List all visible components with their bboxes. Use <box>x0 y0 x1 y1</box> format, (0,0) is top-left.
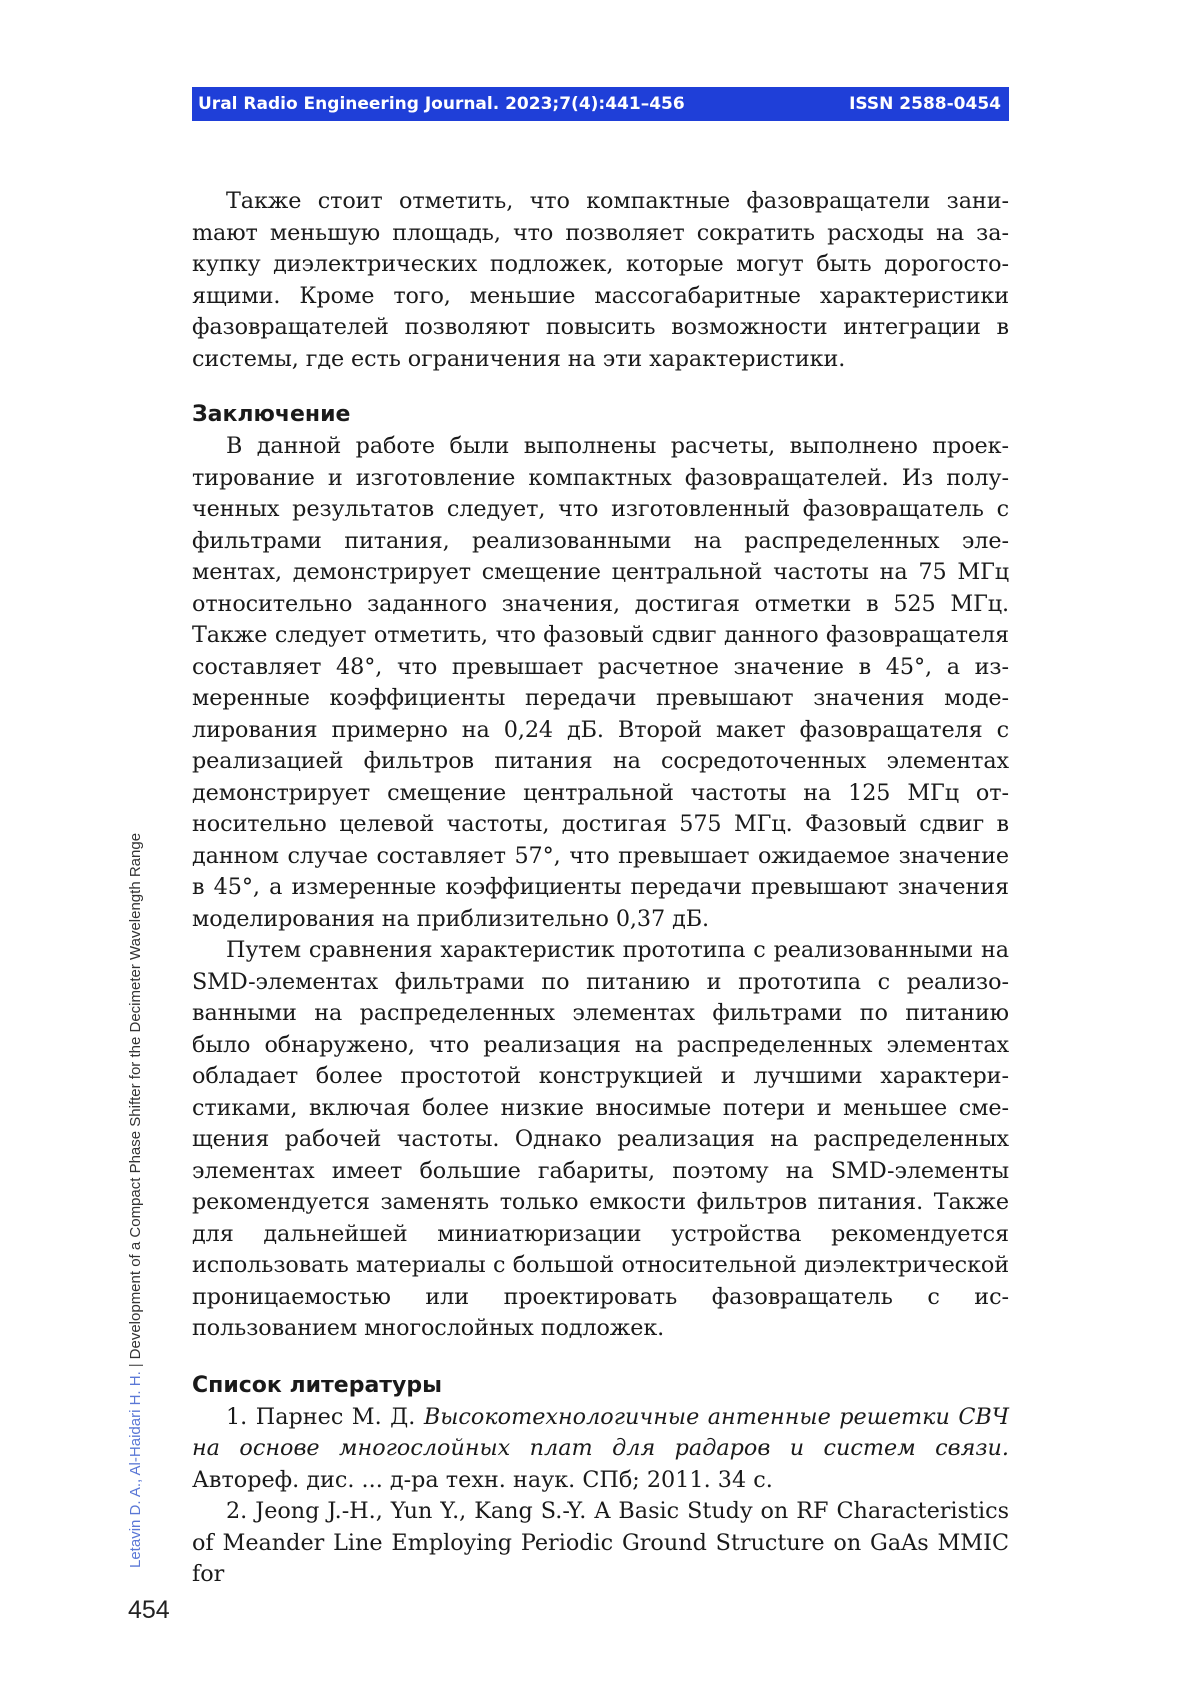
reference-item <box>192 1496 1009 1591</box>
page-number: 454 <box>128 1596 170 1625</box>
journal-citation: Ural Radio Engineering Journal. 2023;7(4):441–456 <box>198 94 685 114</box>
side-article-title: Development of a Compact Phase Shifter for the Decimeter Wavelength Range <box>127 833 144 1359</box>
conclusion-paragraph-1: В данной работе были выполнены расчеты, выполнено проек­тирование и изготовление компактных фазовращателей. Из полу­ченных результатов следует, что изготовленный фазовращатель с фильтрами питания, реализованными на распределенных эле­ментах, демонстрирует смещение центральной частоты на 75 МГц относительно заданного значения, достигая отметки в 525 МГц. Также следует отметить, что фазовый сдвиг данного фазовраща­теля составляет 48°, что превышает расчетное значение в 45°, а из­меренные коэффициенты передачи превышают значения моде­лирования примерно на 0,24 дБ. Второй макет фазовращателя с реализацией фильтров питания на сосредоточенных элементах демонстрирует смещение центральной частоты на 125 МГц от­носительно целевой частоты, достигая 575 МГц. Фазовый сдвиг в данном случае составляет 57°, что превышает ожидаемое значе­ние в 45°, а измеренные коэффициенты передачи превышают зна­чения моделирования на приблизительно 0,37 дБ. <box>192 431 1009 935</box>
reference-title: Высокотехнологичные антенные решетки СВЧ на основе многослойных плат для радаров и систем связи. <box>192 1404 1009 1462</box>
conclusion-paragraph-2: Путем сравнения характеристик прототипа с реализованными на SMD-элементах фильтрами по питанию и прототипа с реализо­ванными на распределенных элементах фильтрами по питанию было обнаружено, что реализация на распределенных элементах обладает более простотой конструкцией и лучшими характери­стиками, включая более низкие вносимые потери и меньшее сме­щения рабочей частоты. Однако реализация на распределенных элементах имеет большие габариты, поэтому на SMD-элементы рекомендуется заменять только емкости фильтров питания. Так­же для дальнейшей миниатюризации устройства рекомендуется использовать материалы с большой относительной диэлектри­ческой проницаемостью или проектировать фазовращатель с ис­пользованием многослойных подложек. <box>192 935 1009 1345</box>
issn-label: ISSN 2588-0454 <box>849 94 1001 114</box>
reference-number: 1. <box>226 1404 247 1430</box>
reference-authors: Парнес М. Д. <box>256 1404 416 1430</box>
reference-authors: Jeong J.-H., Yun Y., Kang S.-Y. <box>255 1498 586 1524</box>
side-running-title <box>127 833 144 1568</box>
side-separator: | <box>127 1363 144 1367</box>
reference-details: A Basic Study on RF Characteristics of Meander Line Employing Periodic Ground Structure on GaAs MMIC for <box>192 1498 1009 1587</box>
references-heading: Список литературы <box>192 1370 1009 1402</box>
journal-header-bar <box>192 87 1009 121</box>
reference-number: 2. <box>226 1498 247 1524</box>
article-body <box>192 186 1009 1591</box>
side-authors: Letavin D. A., Al-Haidari H. H. <box>127 1371 144 1568</box>
reference-item <box>192 1402 1009 1497</box>
intro-paragraph: Также стоит отметить, что компактные фазовращатели зани­mают меньшую площадь, что позволяет сократить расходы на за­купку диэлектрических подложек, которые могут быть дорогосто­ящими. Кроме того, меньшие массогабаритные характеристики фазовращателей позволяют повысить возможности интеграции в системы, где есть ограничения на эти характеристики. <box>192 186 1009 375</box>
reference-details: Автореф. дис. ... д-ра техн. наук. СПб; 2011. 34 с. <box>192 1467 773 1493</box>
conclusion-heading: Заключение <box>192 399 1009 431</box>
